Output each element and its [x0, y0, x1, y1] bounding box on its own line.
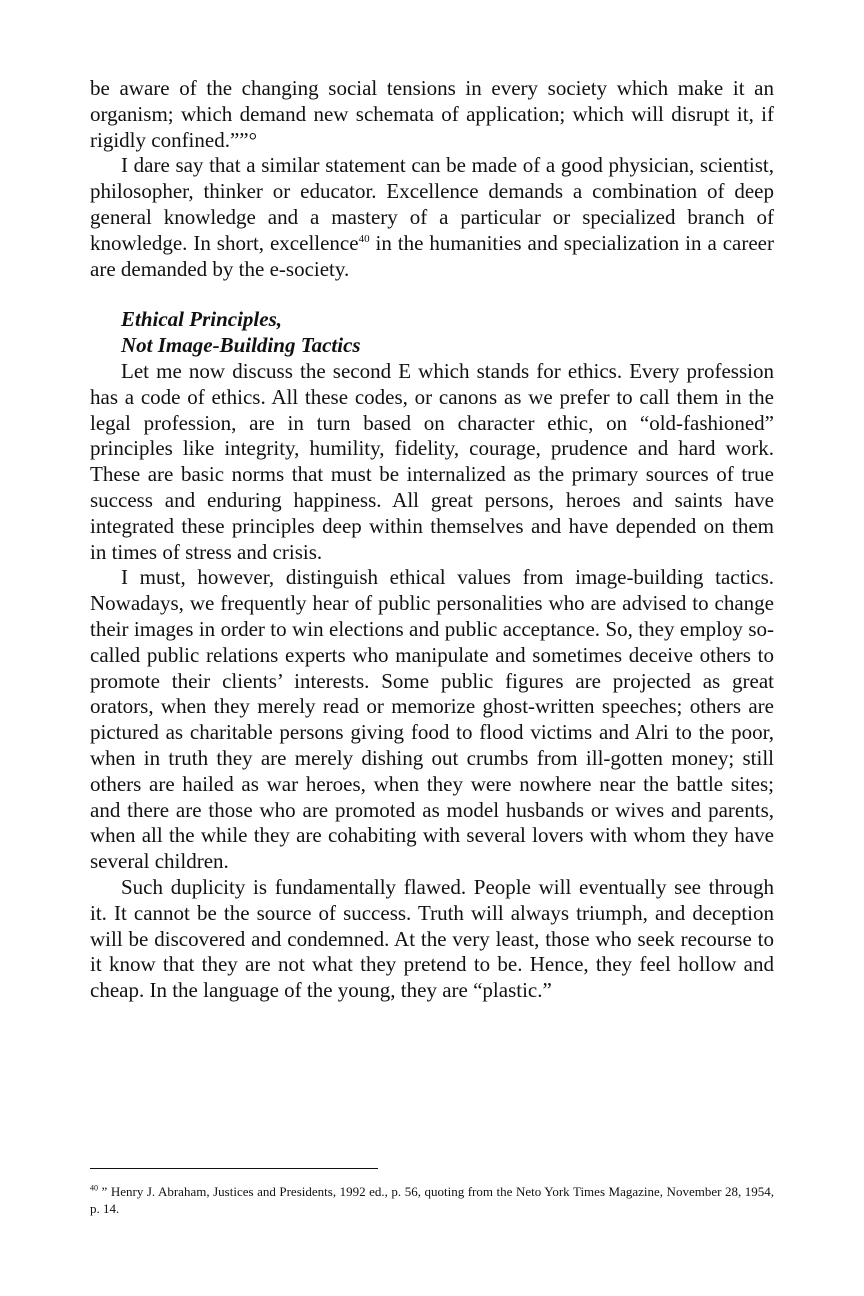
section-heading [121, 307, 774, 359]
paragraph-2 [90, 153, 774, 282]
section-heading-line-2: Not Image-Building Tactics [121, 333, 361, 358]
paragraph-2-text-a: I dare say that a similar statement can be made of a good physician, scientist, philosopher, thinker or educator. Excellence demands a combination of deep general knowledge and a mastery of a particular or specialized branch of knowledge. In short, excellence [90, 153, 774, 255]
footnote-text: ” Henry J. Abraham, Justices and Presidents, 1992 ed., p. 56, quoting from the Neto York Times Magazine, November 28, 1954, p. 14. [90, 1184, 774, 1216]
footnote-reference: 40 [358, 232, 370, 245]
paragraph-3: Let me now discuss the second E which stands for ethics. Every profession has a code of ethics. All these codes, or canons as we prefer to call them in the legal profession, are in turn based on character ethic, on “old-fashioned” principles like integrity, humility, fidelity, courage, prudence and hard work. These are basic norms that must be internalized as the primary sources of true success and enduring happiness. All great persons, heroes and saints have integrated these principles deep within themselves and have depended on them in times of stress and crisis. [90, 358, 774, 564]
paragraph-5: Such duplicity is fundamentally flawed. People will eventually see through it. It cannot be the source of success. Truth will always triumph, and deception will be discovered and condemned. At the very least, those who seek recourse to it know that they are not what they pretend to be. Hence, they feel hollow and cheap. In the language of the young, they are “plastic.” [90, 874, 774, 1003]
footnote-divider [90, 1168, 378, 1169]
page-body [90, 76, 774, 1004]
paragraph-4: I must, however, distinguish ethical values from image-building tactics. Nowadays, we frequently hear of public personalities who are advised to change their images in order to win elections and public acceptance. So, they employ so-called public relations experts who manipulate and sometimes deceive others to promote their clients’ interests. Some public figures are projected as great orators, when they merely read or memorize ghost-written speeches; others are pictured as charitable persons giving food to flood victims and Alri to the poor, when in truth they are merely dishing out crumbs from ill-gotten money; still others are hailed as war heroes, when they were nowhere near the battle sites; and there are those who are promoted as model husbands or wives and parents, when all the while they are cohabiting with several lovers with whom they have several children. [90, 565, 774, 874]
section-heading-line-1: Ethical Principles, [121, 307, 283, 332]
paragraph-1: be aware of the changing social tensions in every society which make it an organism; which demand new schemata of application; which will disrupt it, if rigidly confined.””° [90, 76, 774, 152]
footnote-number: 40 [90, 1183, 98, 1193]
footnote [90, 1183, 774, 1217]
paragraph-2-text-b: in the humanities and specialization in a career are demanded by the e-society. [90, 230, 774, 281]
